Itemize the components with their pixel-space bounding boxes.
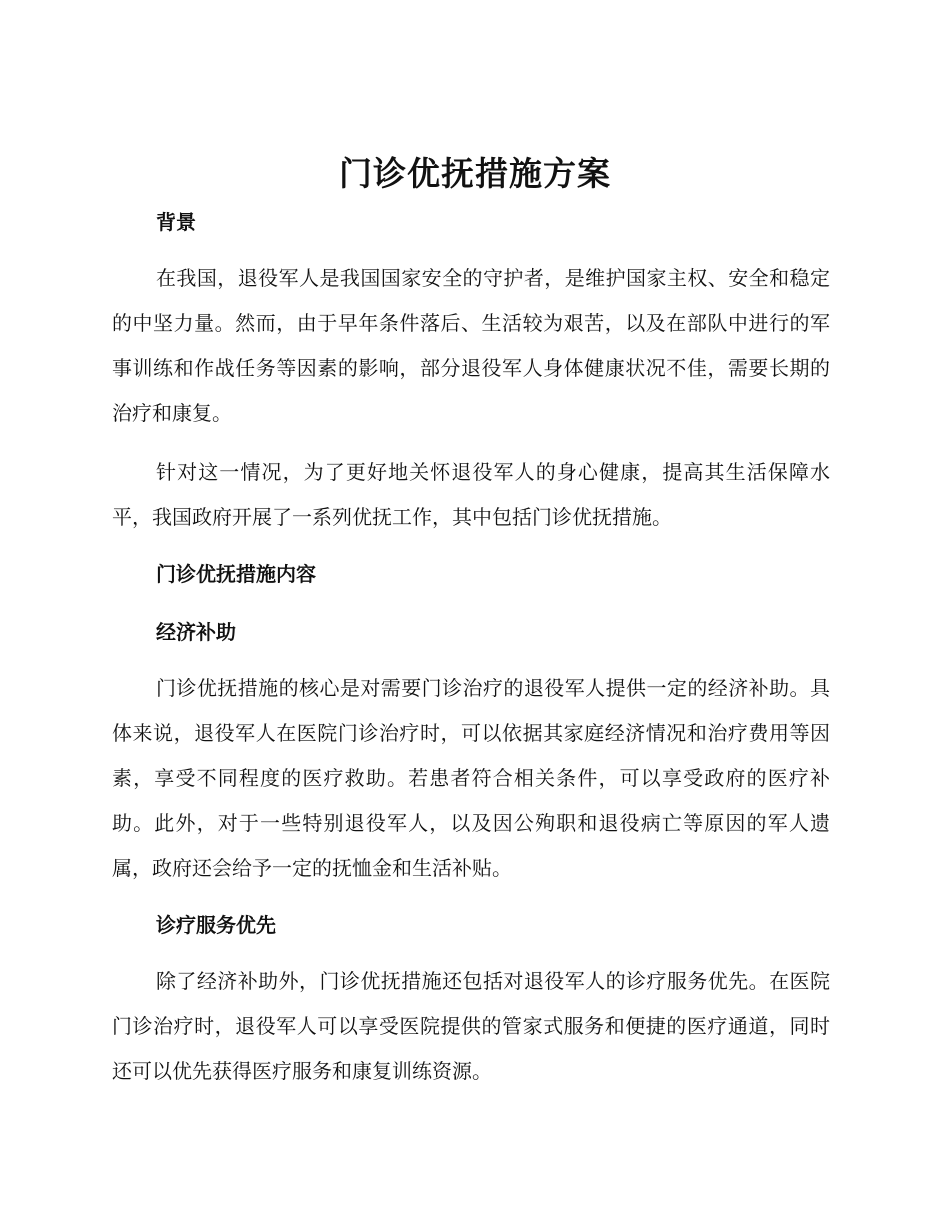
paragraph-economic-subsidy: 门诊优抚措施的核心是对需要门诊治疗的退役军人提供一定的经济补助。具体来说，退役军人在医院门诊治疗时，可以依据其家庭经济情况和治疗费用等因素，享受不同程度的医疗救助。若患者符合相关条件，可以享受政府的医疗补助。此外，对于一些特别退役军人，以及因公殉职和退役病亡等原因的军人遗属，政府还会给予一定的抚恤金和生活补贴。 [112, 676, 830, 880]
paragraph-service-priority: 除了经济补助外，门诊优抚措施还包括对退役军人的诊疗服务优先。在医院门诊治疗时，退役军人可以享受医院提供的管家式服务和便捷的医疗通道，同时还可以优先获得医疗服务和康复训练资源。 [112, 969, 830, 1083]
section-heading-service-priority: 诊疗服务优先 [156, 913, 276, 937]
section-heading-background: 背景 [156, 210, 196, 234]
section-heading-measures-content: 门诊优抚措施内容 [156, 562, 316, 586]
paragraph-background-1: 在我国，退役军人是我国国家安全的守护者，是维护国家主权、安全和稳定的中坚力量。然而，由于早年条件落后、生活较为艰苦，以及在部队中进行的军事训练和作战任务等因素的影响，部分退役军人身体健康状况不佳，需要长期的治疗和康复。 [112, 266, 830, 425]
paragraph-background-2: 针对这一情况，为了更好地关怀退役军人的身心健康，提高其生活保障水平，我国政府开展了一系列优抚工作，其中包括门诊优抚措施。 [112, 460, 830, 529]
section-heading-economic-subsidy: 经济补助 [156, 620, 236, 644]
document-title: 门诊优抚措施方案 [339, 154, 611, 193]
